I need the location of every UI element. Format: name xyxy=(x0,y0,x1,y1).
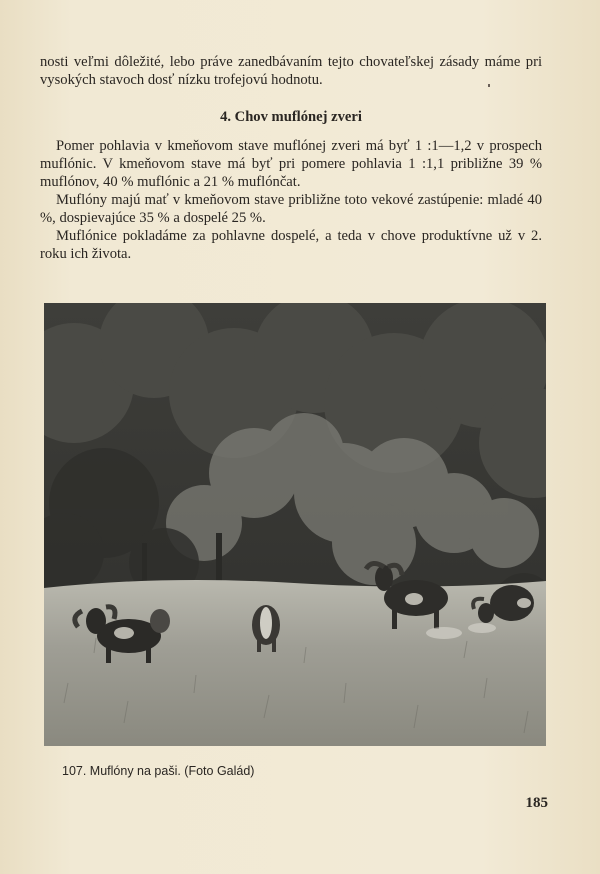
mouflon-photo xyxy=(44,303,546,746)
photo-caption: 107. Muflóny na paši. (Foto Galád) xyxy=(62,764,255,778)
photo-illustration xyxy=(44,303,546,746)
section-body xyxy=(40,137,542,263)
page-number: 185 xyxy=(525,795,548,811)
meadow xyxy=(44,580,546,746)
intro-paragraph: nosti veľmi dôležité, lebo práve zanedbávaním tejto chovateľskej zásady máme pri vysokých stavoch dosť nízku trofejovú hodnotu. xyxy=(40,54,542,88)
ink-speck xyxy=(488,84,490,87)
mouflon-small-left xyxy=(150,609,170,633)
body-paragraph: Muflónice pokladáme za pohlavne dospelé, a teda v chove produktívne už v 2. roku ich života. xyxy=(40,228,542,262)
body-paragraph: Muflóny majú mať v kmeňovom stave približne toto vekové zastúpenie: mladé 40 %, dospievajúce 35 % a dospelé 25 %. xyxy=(40,192,542,226)
intro-paragraph-block xyxy=(40,53,542,89)
section-heading: 4. Chov muflónej zveri xyxy=(220,109,362,125)
body-paragraph: Pomer pohlavia v kmeňovom stave muflónej zveri má byť 1 :1—1,2 v prospech muflónic. V kmeňovom stave má byť pri pomere pohlavia 1 :1,1 približne 39 % muflónov, 40 % muflónic a 21 % muflónčat. xyxy=(40,138,542,190)
